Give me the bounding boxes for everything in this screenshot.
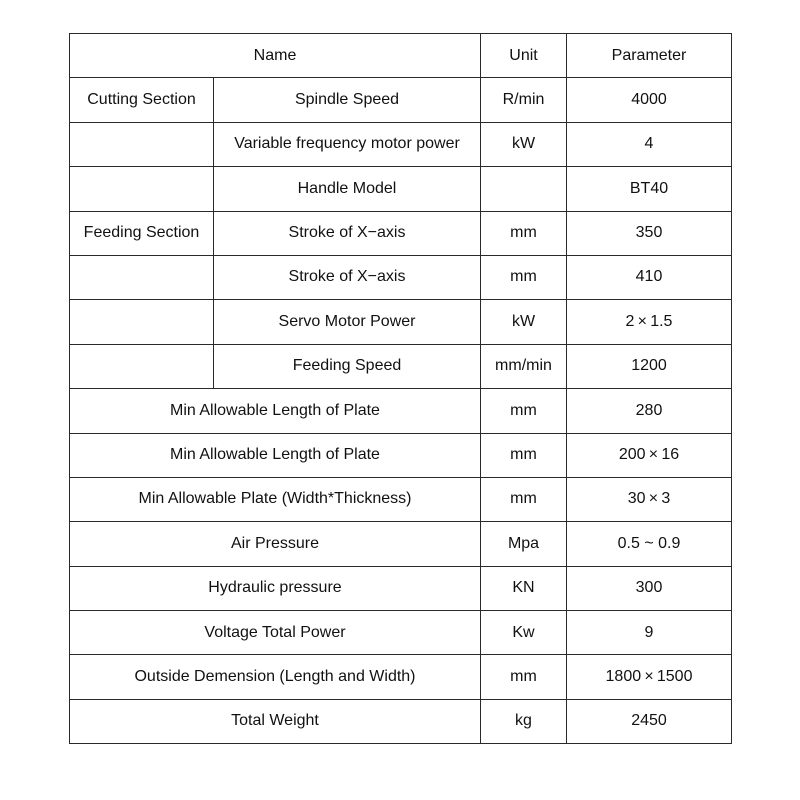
parameter-cell: 350 [567, 211, 732, 255]
name-cell: Min Allowable Length of Plate [70, 389, 481, 433]
section-cell [70, 122, 214, 166]
name-cell: Outside Demension (Length and Width) [70, 655, 481, 699]
name-cell: Air Pressure [70, 522, 481, 566]
item-cell: Variable frequency motor power [214, 122, 481, 166]
unit-cell: R/min [481, 78, 567, 122]
parameter-cell: 280 [567, 389, 732, 433]
section-cell [70, 344, 214, 388]
unit-cell: mm [481, 477, 567, 521]
table-row [70, 389, 732, 433]
parameter-cell: 9 [567, 611, 732, 655]
unit-cell: mm/min [481, 344, 567, 388]
table-row [70, 522, 732, 566]
section-cell [70, 167, 214, 211]
item-cell: Feeding Speed [214, 344, 481, 388]
name-cell: Min Allowable Plate (Width*Thickness) [70, 477, 481, 521]
table-row [70, 477, 732, 521]
parameter-cell: 410 [567, 255, 732, 299]
table-row [70, 699, 732, 743]
section-cell [70, 300, 214, 344]
item-cell: Servo Motor Power [214, 300, 481, 344]
parameter-cell: 1200 [567, 344, 732, 388]
section-cell [70, 255, 214, 299]
unit-cell: mm [481, 433, 567, 477]
parameter-cell: BT40 [567, 167, 732, 211]
name-cell: Voltage Total Power [70, 611, 481, 655]
item-cell: Handle Model [214, 167, 481, 211]
item-cell: Spindle Speed [214, 78, 481, 122]
table-row [70, 300, 732, 344]
parameter-cell: 2 × 1.5 [567, 300, 732, 344]
parameter-cell: 300 [567, 566, 732, 610]
section-cell: Cutting Section [70, 78, 214, 122]
table-row [70, 122, 732, 166]
parameter-cell: 1800 × 1500 [567, 655, 732, 699]
unit-cell: Kw [481, 611, 567, 655]
name-cell: Hydraulic pressure [70, 566, 481, 610]
unit-cell: Mpa [481, 522, 567, 566]
unit-cell: kW [481, 300, 567, 344]
parameter-cell: 200 × 16 [567, 433, 732, 477]
unit-cell: KN [481, 566, 567, 610]
name-cell: Min Allowable Length of Plate [70, 433, 481, 477]
unit-cell: mm [481, 389, 567, 433]
table-row [70, 255, 732, 299]
table-row [70, 211, 732, 255]
item-cell: Stroke of X−axis [214, 211, 481, 255]
unit-cell: mm [481, 211, 567, 255]
header-unit: Unit [481, 34, 567, 78]
parameter-cell: 2450 [567, 699, 732, 743]
parameter-cell: 0.5 ~ 0.9 [567, 522, 732, 566]
table-row [70, 566, 732, 610]
unit-cell: kW [481, 122, 567, 166]
name-cell: Total Weight [70, 699, 481, 743]
header-parameter: Parameter [567, 34, 732, 78]
table-row [70, 611, 732, 655]
parameter-cell: 30 × 3 [567, 477, 732, 521]
table-row [70, 433, 732, 477]
unit-cell: mm [481, 655, 567, 699]
table-row [70, 655, 732, 699]
header-row [70, 34, 732, 78]
item-cell: Stroke of X−axis [214, 255, 481, 299]
table-row [70, 78, 732, 122]
unit-cell: kg [481, 699, 567, 743]
parameter-cell: 4000 [567, 78, 732, 122]
section-cell: Feeding Section [70, 211, 214, 255]
table-row [70, 344, 732, 388]
unit-cell: mm [481, 255, 567, 299]
parameter-cell: 4 [567, 122, 732, 166]
table-row [70, 167, 732, 211]
unit-cell [481, 167, 567, 211]
header-name: Name [70, 34, 481, 78]
spec-table [69, 33, 732, 744]
